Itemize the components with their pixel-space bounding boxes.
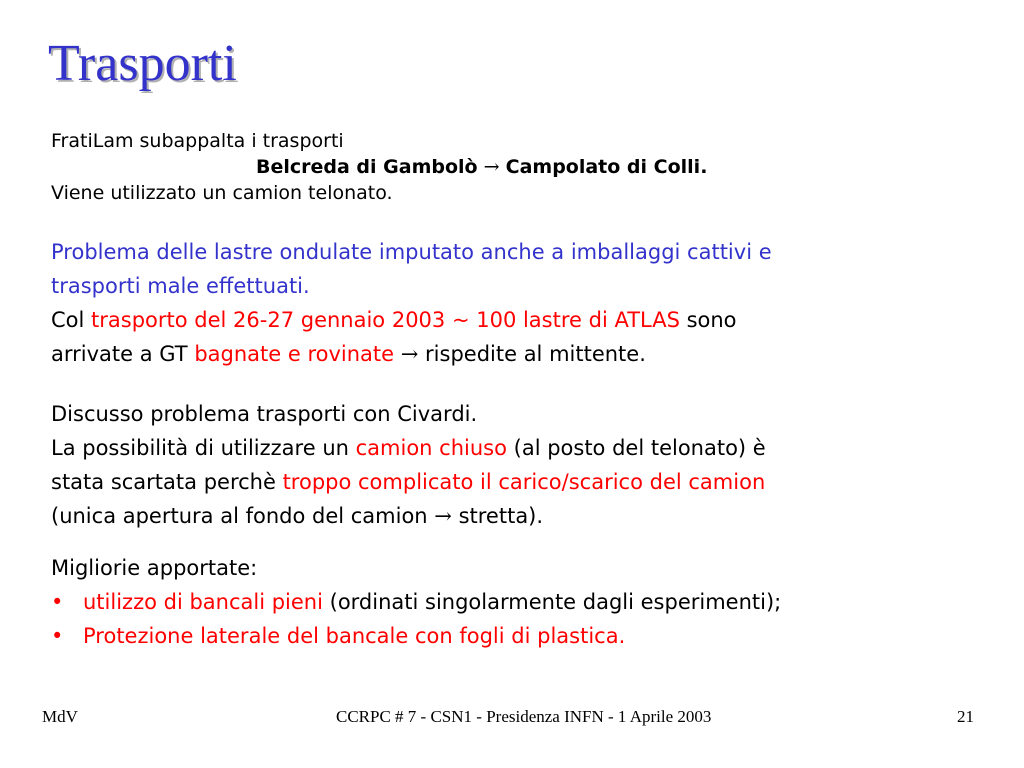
sono-text: sono: [679, 308, 737, 332]
item-1-black: (ordinati singolarmente dagli esperimenti);: [322, 590, 782, 614]
intro-line-3: Viene utilizzato un camion telonato.: [51, 182, 393, 204]
list-item: [51, 619, 781, 653]
route-from: Belcreda di Gambolò: [256, 156, 478, 178]
col-text: Col: [51, 308, 92, 332]
intro-block: [51, 128, 707, 206]
arrivate-text: arrivate a GT: [51, 342, 195, 366]
route-line: [51, 154, 707, 180]
troppo-text: troppo complicato il carico/scarico del camion: [282, 470, 766, 494]
bagnate-text: bagnate e rovinate: [194, 342, 395, 366]
discussion-line-3a: stata scartata perchè: [51, 470, 283, 494]
slide-title: Trasporti: [48, 35, 237, 92]
bullet-icon: •: [51, 624, 64, 648]
item-1-red: utilizzo di bancali pieni: [83, 590, 323, 614]
improvements-block: [51, 551, 781, 653]
problem-line-3: [51, 303, 772, 337]
discussion-line-4: [51, 499, 766, 533]
improvements-heading: Migliorie apportate:: [51, 556, 258, 580]
camion-chiuso-text: camion chiuso: [355, 436, 507, 460]
problem-block: [51, 235, 772, 371]
discussion-line-4b: stretta).: [451, 504, 544, 528]
footer-page-number: 21: [957, 707, 974, 726]
discussion-line-2a: La possibilità di utilizzare un: [51, 436, 356, 460]
discussion-line-1: Discusso problema trasporti con Civardi.: [51, 402, 478, 426]
discussion-block: [51, 397, 766, 533]
problem-line-2: trasporti male effettuati.: [51, 274, 310, 298]
arrow-right-icon: →: [434, 504, 452, 528]
route-to: Campolato di Colli.: [505, 156, 708, 178]
discussion-line-2: [51, 431, 766, 465]
discussion-line-4a: (unica apertura al fondo del camion: [51, 504, 435, 528]
discussion-line-3: [51, 465, 766, 499]
item-2-red: Protezione laterale del bancale con fogli di plastica.: [83, 624, 626, 648]
arrow-right-icon: →: [400, 342, 419, 366]
footer-event: CCRPC # 7 - CSN1 - Presidenza INFN - 1 Aprile 2003: [336, 707, 712, 726]
problem-line-4: [51, 337, 772, 371]
rispedite-text: rispedite al mittente.: [418, 342, 646, 366]
trasporto-text: trasporto del 26-27 gennaio 2003 ~ 100 lastre di ATLAS: [91, 308, 680, 332]
footer-author: MdV: [42, 707, 78, 726]
discussion-line-2b: (al posto del telonato) è: [506, 436, 766, 460]
intro-line-1: FratiLam subappalta i trasporti: [51, 130, 344, 152]
list-item: [51, 585, 781, 619]
bullet-icon: •: [51, 590, 64, 614]
arrow-right-icon: →: [483, 156, 500, 178]
problem-line-1: Problema delle lastre ondulate imputato anche a imballaggi cattivi e: [51, 240, 772, 264]
